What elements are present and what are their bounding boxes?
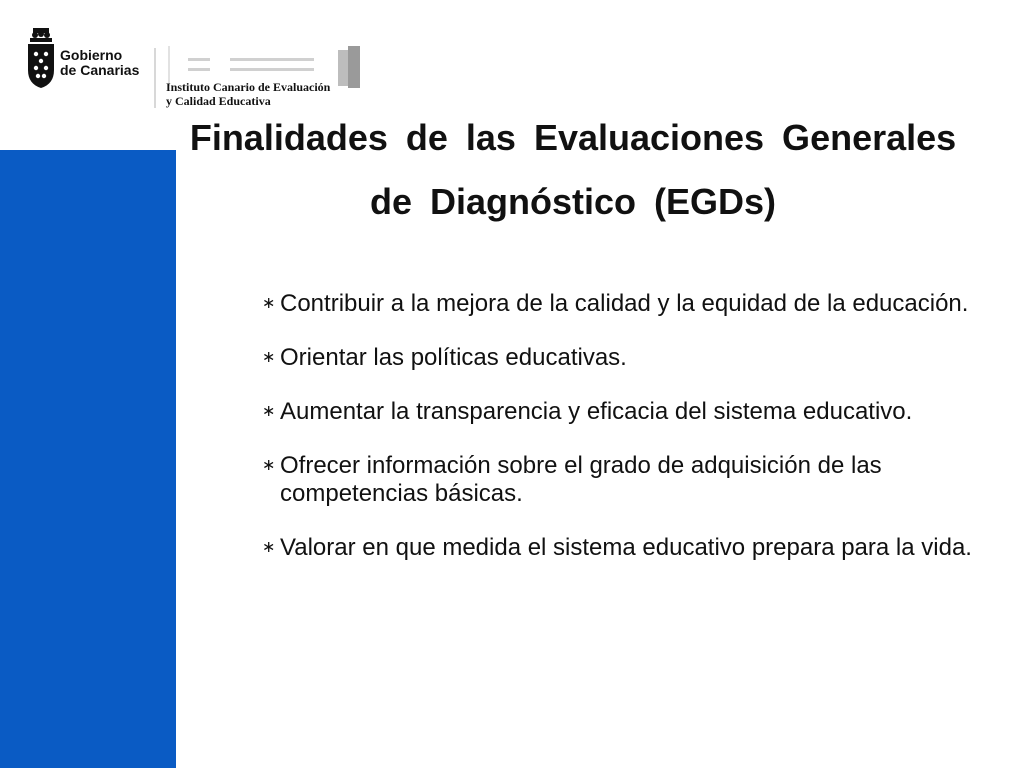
gobierno-line1: Gobierno	[60, 47, 123, 63]
list-item	[262, 344, 982, 372]
instituto-logo-text	[166, 80, 330, 108]
list-item-text: Valorar en que medida el sistema educativo prepara para la vida.	[280, 534, 972, 561]
gobierno-line2: de Canarias	[60, 62, 140, 78]
list-item-text: Orientar las políticas educativas.	[280, 344, 627, 371]
list-item	[262, 452, 982, 508]
gobierno-logo-text	[60, 48, 139, 78]
decorative-blue-bar	[0, 150, 176, 768]
list-item-text: Aumentar la transparencia y eficacia del sistema educativo.	[280, 398, 913, 425]
list-item	[262, 398, 982, 426]
title-line2: de Diagnóstico (EGDs)	[369, 181, 777, 222]
objectives-list	[262, 290, 982, 588]
asterisk-bullet-icon: ∗	[262, 349, 276, 366]
list-item-text: Contribuir a la mejora de la calidad y la equidad de la educación.	[280, 290, 969, 317]
asterisk-bullet-icon: ∗	[262, 295, 276, 312]
gobierno-de-canarias-logo	[24, 28, 154, 90]
list-item-text: Ofrecer información sobre el grado de adquisición de las competencias básicas.	[280, 452, 882, 507]
list-item	[262, 290, 982, 318]
logo-divider	[154, 48, 156, 108]
coat-of-arms-icon	[24, 28, 58, 90]
page-title	[140, 106, 1006, 234]
asterisk-bullet-icon: ∗	[262, 457, 276, 474]
asterisk-bullet-icon: ∗	[262, 403, 276, 420]
title-line1: Finalidades de las Evaluaciones Generales	[189, 117, 957, 158]
asterisk-bullet-icon: ∗	[262, 539, 276, 556]
list-item	[262, 534, 982, 562]
instituto-line1: Instituto Canario de Evaluación	[166, 80, 331, 94]
instituto-line2: y Calidad Educativa	[166, 94, 271, 108]
